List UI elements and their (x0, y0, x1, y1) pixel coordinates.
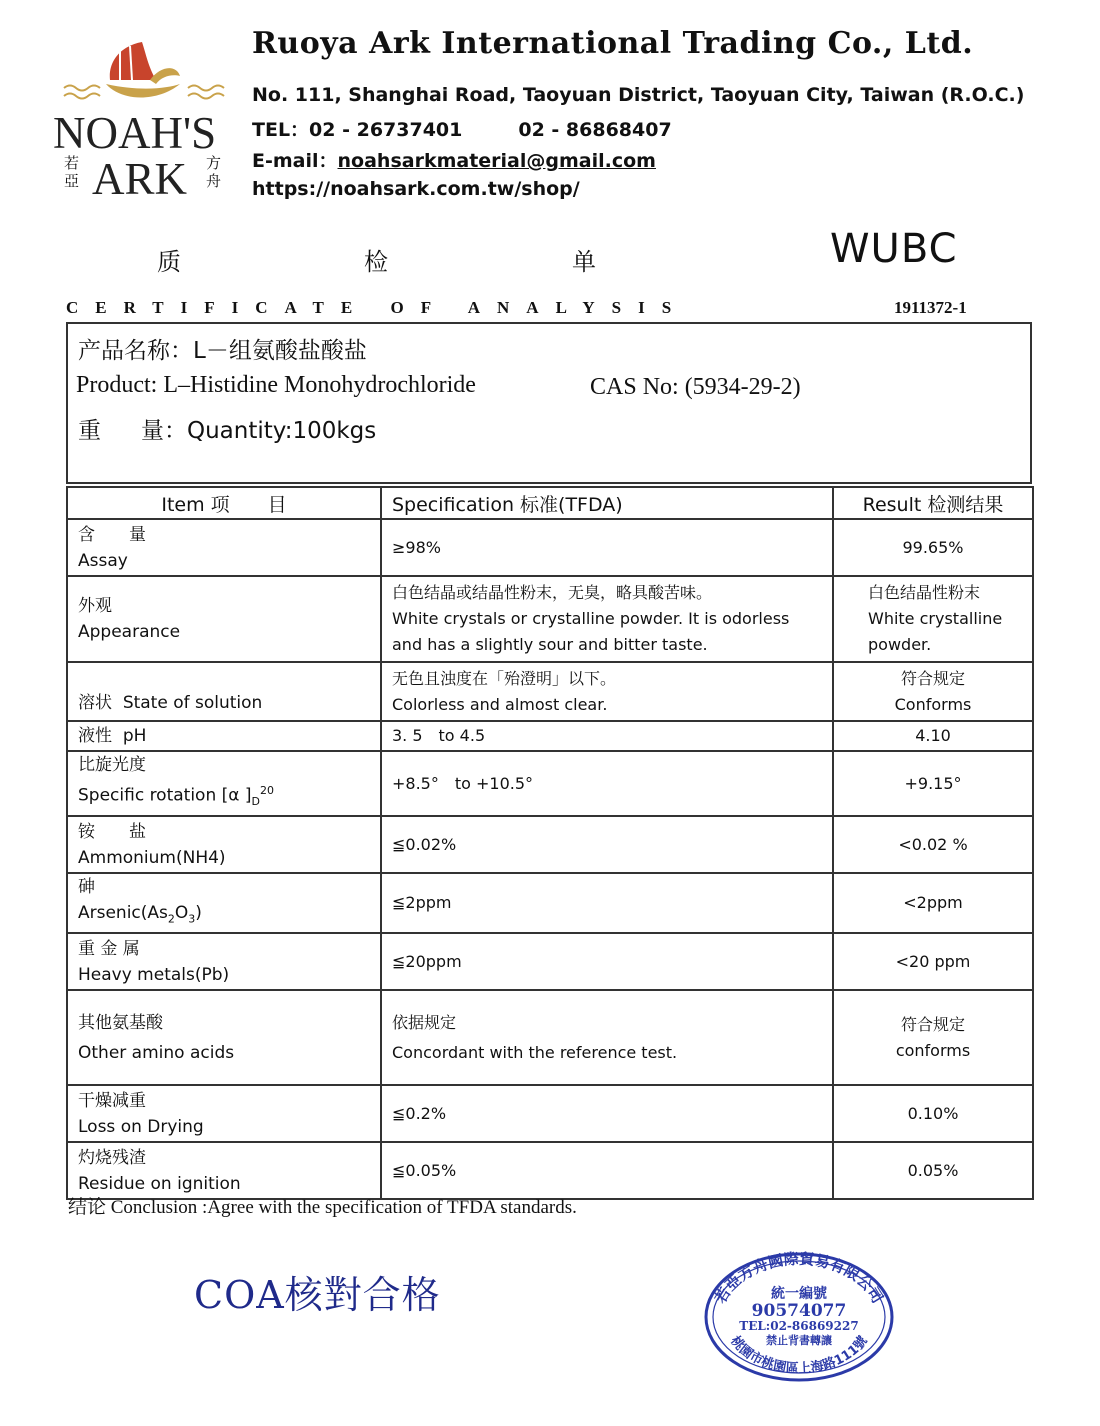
result-cell: 99.65% (833, 519, 1033, 576)
quantity-value: Quantity:100kgs (187, 418, 377, 444)
result-cell: 0.05% (833, 1142, 1033, 1199)
item-cn: 液性 (78, 726, 112, 746)
tel-label: TEL： (252, 119, 310, 141)
result-cell: <2ppm (833, 873, 1033, 933)
table-row (67, 662, 1033, 721)
arsenic-text-a: Arsenic(As (78, 903, 168, 924)
quantity (78, 412, 376, 445)
item-en: Assay (78, 550, 128, 571)
item-en: Ammonium(NH4) (78, 847, 226, 868)
seal-ring-text: 若亞方舟國際貿易有限公司 (711, 1250, 887, 1307)
spec-cell: 3. 5 to 4.5 (381, 721, 833, 751)
item-cell (67, 751, 381, 816)
header-result: Result 检测结果 (833, 487, 1033, 519)
spec-cell: ≦0.02% (381, 816, 833, 873)
item-en: Heavy metals(Pb) (78, 964, 230, 985)
result-cell (833, 576, 1033, 662)
product-name-cn: 产品名称：L－组氨酸盐酸盐 (78, 338, 367, 364)
item-en: State of solution (122, 693, 263, 713)
company-info (252, 26, 1072, 200)
tel-number-1: 02 - 26737401 (309, 119, 463, 141)
spec-cell (381, 990, 833, 1085)
item-cell (67, 816, 381, 873)
item-cn: 外观 (78, 596, 112, 616)
company-email (252, 146, 656, 173)
email-link[interactable]: noahsarkmaterial@gmail.com (337, 150, 656, 172)
coa-approved-stamp: COA核對合格 (194, 1273, 441, 1317)
result-en: White crystalline powder. (868, 609, 1003, 654)
table-row (67, 576, 1033, 662)
item-en (78, 900, 370, 932)
spec-cell: ≦0.2% (381, 1085, 833, 1142)
certificate-title: CERTIFICATE OF ANALYSIS (66, 298, 689, 317)
spec-cell: +8.5° to +10.5° (381, 751, 833, 816)
item-cell (67, 990, 381, 1085)
item-cn: 重 金 属 (78, 938, 140, 959)
company-logo (50, 36, 240, 206)
company-seal (702, 1250, 896, 1384)
title-cn-char-2: 检 (364, 248, 388, 276)
table-row (67, 873, 1033, 933)
table-row (67, 816, 1033, 873)
company-tel (252, 115, 672, 142)
spec-en: Colorless and almost clear. (392, 694, 608, 714)
item-cn: 干燥减重 (78, 1090, 146, 1111)
item-en: pH (122, 726, 147, 746)
item-cell (67, 1085, 381, 1142)
specification-table (66, 486, 1034, 1200)
arsenic-sub-2: 3 (188, 912, 196, 926)
item-cell (67, 576, 381, 662)
item-cell (67, 933, 381, 990)
item-cn: 砷 (78, 877, 95, 898)
cas-number: CAS No: (5934-29-2) (590, 374, 801, 400)
spec-en: White crystals or crystalline powder. It is odorless and has a slightly sour and bitter taste. (392, 609, 790, 654)
result-cn: 符合规定 (900, 1014, 965, 1034)
logo-noahs-text: NOAH'S (53, 108, 217, 158)
spec-cn: 白色结晶或结晶性粉末，无臭，略具酸苦味。 (392, 583, 713, 602)
email-label: E-mail： (252, 150, 338, 172)
product-name-en: Product: L–Histidine Monohydrochloride (76, 372, 476, 398)
seal-note: 禁止背書轉讓 (766, 1334, 832, 1347)
logo-cn-right: 方舟 (206, 154, 222, 190)
arsenic-text-b: O (174, 903, 189, 924)
result-en: Conforms (894, 694, 972, 714)
result-cell: 4.10 (833, 721, 1033, 751)
title-cn-char-1: 质 (157, 248, 181, 276)
table-row (67, 1142, 1033, 1199)
result-cell (833, 990, 1033, 1085)
spec-cell: ≦20ppm (381, 933, 833, 990)
result-cell: <0.02 % (833, 816, 1033, 873)
table-row (67, 519, 1033, 576)
seal-title: 統一編號 (771, 1286, 827, 1302)
item-en-text: Specific rotation [α ] (78, 785, 252, 806)
product-info-box (66, 322, 1032, 484)
spec-cell: ≥98% (381, 519, 833, 576)
header-spec: Specification 标准(TFDA) (381, 487, 833, 519)
item-en: Loss on Drying (78, 1116, 204, 1137)
item-cell (67, 662, 381, 721)
certificate-number: 1911372-1 (894, 298, 967, 317)
item-cell (67, 519, 381, 576)
arsenic-text-c: ) (195, 903, 202, 924)
company-name: Ruoya Ark International Trading Co., Ltd. (252, 26, 974, 61)
company-website[interactable]: https://noahsark.com.tw/shop/ (252, 178, 580, 200)
result-cell (833, 662, 1033, 721)
item-en-sup: 20 (260, 784, 274, 797)
result-cn: 符合规定 (900, 668, 965, 688)
spec-cn: 依据规定 (392, 1012, 457, 1032)
result-cell: <20 ppm (833, 933, 1033, 990)
spec-cell: ≦2ppm (381, 873, 833, 933)
header-item: Item 项 目 (67, 487, 381, 519)
item-cn: 比旋光度 (78, 755, 146, 775)
item-en: Appearance (78, 622, 181, 642)
spec-cell (381, 576, 833, 662)
arsenic-sub-1: 2 (167, 912, 175, 926)
table-row (67, 1085, 1033, 1142)
tel-number-2: 02 - 86868407 (518, 119, 672, 141)
table-row (67, 751, 1033, 816)
quantity-label-b: 量： (141, 418, 187, 444)
seal-address: 桃園市桃園區上海路111號 (727, 1333, 871, 1377)
spec-cell: ≦0.05% (381, 1142, 833, 1199)
logo-ark-text: ARK (92, 154, 188, 204)
spec-en: Concordant with the reference test. (392, 1042, 678, 1062)
item-cell (67, 1142, 381, 1199)
document-code: WUBC (830, 226, 958, 272)
item-cn: 灼烧残渣 (78, 1147, 146, 1168)
table-header-row (67, 487, 1033, 519)
result-cn: 白色结晶性粉末 (868, 583, 981, 602)
item-en-sub: D (251, 795, 260, 809)
title-cn-char-3: 单 (572, 248, 596, 276)
result-en: conforms (895, 1040, 971, 1060)
item-en: Residue on ignition (78, 1173, 241, 1194)
company-address: No. 111, Shanghai Road, Taoyuan District, Taoyuan City, Taiwan (R.O.C.) (252, 84, 1025, 106)
item-en (78, 778, 370, 815)
item-cn: 铵 盐 (78, 821, 146, 842)
item-cell (67, 873, 381, 933)
conclusion: 结论 Conclusion :Agree with the specification of TFDA standards. (68, 1197, 577, 1218)
table-row (67, 990, 1033, 1085)
item-cn: 其他氨基酸 (78, 1012, 163, 1033)
spec-cell (381, 662, 833, 721)
table-row (67, 933, 1033, 990)
result-cell: +9.15° (833, 751, 1033, 816)
quantity-label-a: 重 (78, 418, 101, 444)
item-cn: 溶状 (78, 693, 112, 713)
table-row (67, 721, 1033, 751)
spec-cn: 无色且浊度在「殆澄明」以下。 (392, 668, 617, 688)
logo-cn-left: 若亞 (64, 154, 80, 190)
result-cell: 0.10% (833, 1085, 1033, 1142)
seal-tel: TEL:02-86869227 (739, 1319, 859, 1333)
item-cn: 含 量 (78, 524, 146, 545)
item-cell (67, 721, 381, 751)
seal-number: 90574077 (751, 1301, 847, 1321)
item-en: Other amino acids (78, 1042, 235, 1063)
